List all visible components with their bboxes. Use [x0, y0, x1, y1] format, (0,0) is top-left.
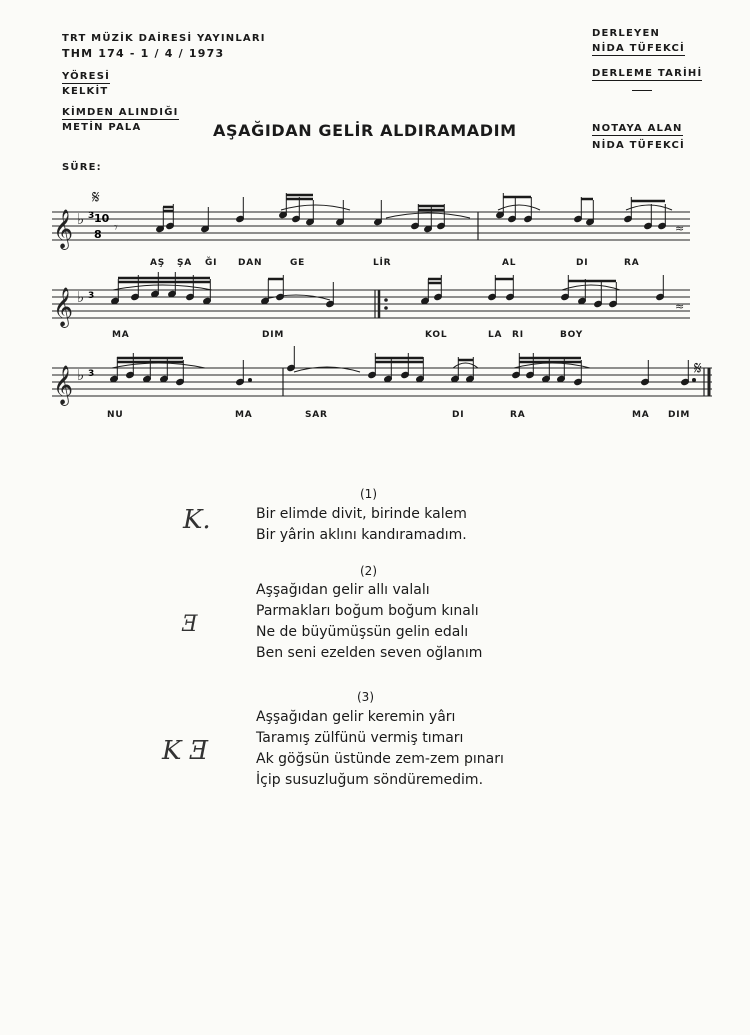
segno-icon: 𝄋	[694, 358, 702, 379]
verse-line: Ak göğsün üstünde zem-zem pınarı	[256, 751, 504, 767]
notation-label: NOTAYA ALAN	[592, 123, 683, 134]
verse-1	[256, 504, 467, 546]
lyric-syllable: ĞI	[205, 258, 218, 268]
song-title: AŞAĞIDAN GELİR ALDIRAMADIM	[213, 121, 517, 140]
lyric-syllable: LA	[488, 330, 503, 340]
compile-date-label: DERLEME TARİHİ	[592, 68, 703, 79]
region-value: KELKİT	[62, 86, 109, 97]
slur	[453, 363, 478, 368]
publisher-text: TRT MÜZİK DAİRESİ YAYINLARI	[62, 33, 266, 44]
slur	[281, 205, 350, 210]
lyric-syllable: RA	[624, 258, 640, 268]
lyric-syllable: RA	[510, 410, 526, 420]
flat-icon: ♭	[77, 210, 85, 228]
compiler-label: DERLEYEN	[592, 28, 661, 39]
lyric-syllable: AŞ	[150, 258, 166, 268]
lyric-syllable: BOY	[560, 330, 584, 340]
lyric-syllable: ŞA	[177, 258, 193, 268]
lyric-syllable: DAN	[238, 258, 263, 268]
source-label: KİMDEN ALINDIĞI	[62, 107, 179, 118]
staff-3	[52, 368, 712, 396]
verse-mark: K.	[183, 505, 211, 535]
time-sig-bottom: 8	[94, 228, 102, 241]
staff-1	[52, 212, 690, 240]
lyric-syllable: DI	[576, 258, 589, 268]
repeat-mark-icon: ≈	[675, 222, 685, 235]
lyric-syllable: LİR	[373, 258, 392, 268]
verse-number: (3)	[357, 690, 374, 704]
time-sig-top: 10	[94, 212, 110, 225]
music-score	[0, 0, 750, 440]
verse-line: Bir elimde divit, birinde kalem	[256, 506, 467, 522]
lyric-syllable: KOL	[425, 330, 448, 340]
lyric-syllable: NU	[107, 410, 124, 420]
duration-label: SÜRE:	[62, 162, 102, 173]
slur	[386, 213, 470, 218]
flat-icon: ♭	[77, 366, 85, 384]
verse-line: Aşşağıdan gelir keremin yârı	[256, 709, 456, 725]
treble-clef-icon: 𝄞	[53, 209, 74, 249]
augmentation-dot	[249, 379, 252, 382]
lyric-syllable: MA	[632, 410, 650, 420]
verse-2	[256, 580, 482, 664]
lyric-syllable: DIM	[262, 330, 285, 340]
verse-3	[256, 707, 504, 791]
verse-line: Ben seni ezelden seven oğlanım	[256, 645, 483, 661]
verse-line: Parmakları boğum boğum kınalı	[256, 603, 479, 619]
lyric-syllable: SAR	[305, 410, 328, 420]
catalog-number: THM 174 - 1 / 4 / 1973	[62, 47, 225, 60]
verse-line: İçip susuzluğum söndüremedim.	[256, 772, 484, 788]
verse-mark: K Ǝ	[162, 736, 209, 766]
slur	[498, 205, 540, 210]
slur	[514, 363, 590, 368]
lyric-syllable: DI	[452, 410, 465, 420]
verse-line: Ne de büyümüşsün gelin edalı	[256, 624, 469, 640]
repeat-dot	[384, 306, 388, 310]
repeat-mark-icon: ≈	[675, 300, 685, 313]
slur	[562, 285, 620, 290]
slur	[112, 363, 205, 368]
time-sig-tuplet: 3	[88, 369, 95, 379]
lyric-syllable: MA	[235, 410, 253, 420]
rest-icon: 𝄾	[114, 220, 118, 236]
slur	[113, 285, 212, 290]
lyric-syllable: GE	[290, 258, 306, 268]
verse-number: (2)	[360, 564, 377, 578]
lyric-syllable: AL	[502, 258, 517, 268]
verse-line: Bir yârin aklını kandıramadım.	[256, 527, 467, 543]
compiler-value: NİDA TÜFEKCİ	[592, 43, 685, 54]
segno-icon: 𝄋	[92, 187, 100, 208]
region-label: YÖRESİ	[62, 71, 111, 82]
notation-value: NİDA TÜFEKCİ	[592, 140, 685, 151]
repeat-dot	[384, 298, 388, 302]
time-sig-tuplet: 3	[88, 211, 95, 221]
lyric-syllable: DIM	[668, 410, 691, 420]
augmentation-dot	[693, 379, 696, 382]
verse-line: Aşşağıdan gelir allı valalı	[256, 582, 430, 598]
verse-mark: Ǝ	[182, 612, 199, 637]
treble-clef-icon: 𝄞	[53, 365, 74, 405]
lyric-syllable: MA	[112, 330, 130, 340]
verse-line: Taramış zülfünü vermiş tımarı	[256, 730, 464, 746]
lyric-syllable: RI	[512, 330, 524, 340]
time-sig-tuplet: 3	[88, 291, 95, 301]
flat-icon: ♭	[77, 288, 85, 306]
verse-number: (1)	[360, 487, 377, 501]
source-value: METİN PALA	[62, 122, 142, 133]
treble-clef-icon: 𝄞	[53, 287, 74, 327]
